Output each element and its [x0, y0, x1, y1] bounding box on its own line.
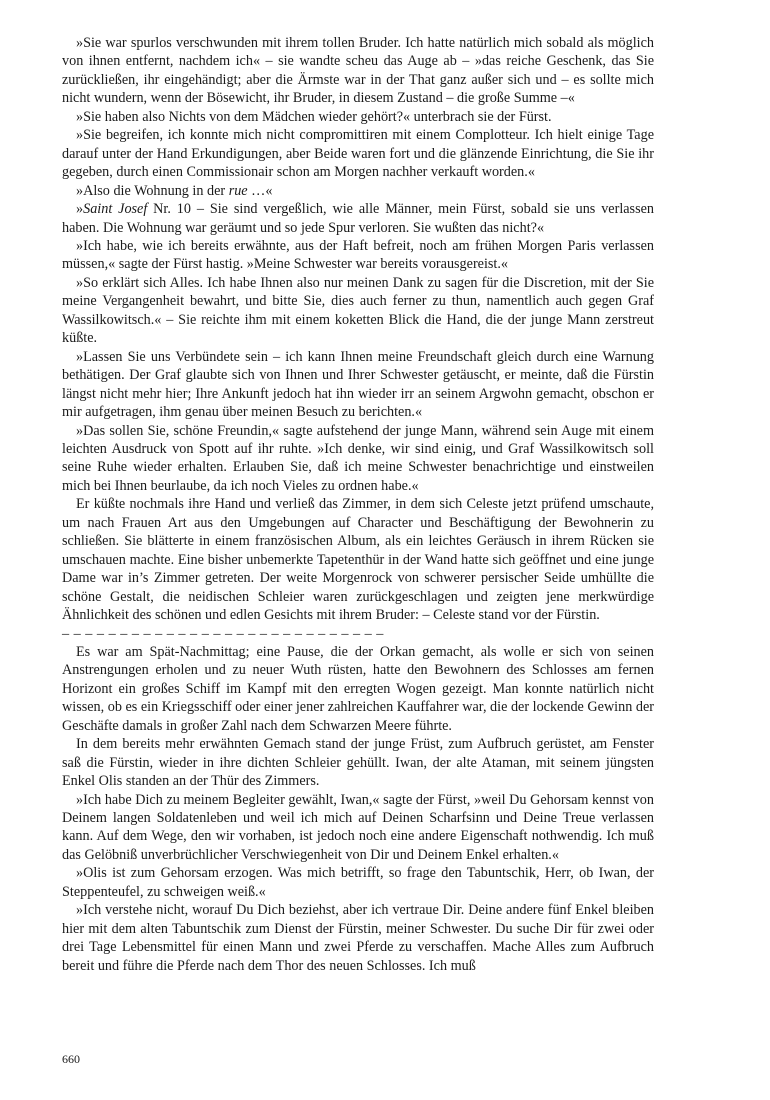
- paragraph: [62, 348, 654, 422]
- paragraph: [62, 108, 654, 126]
- paragraph: [62, 182, 654, 200]
- page-number: 660: [62, 1052, 80, 1066]
- text-run: »Das sollen Sie, schöne Freundin,« sagte aufstehend der junge Mann, während sein Auge mit einem leichten Ausdruck von Spott auf ihr ruhte. »Ich denke, wir sind einig, und Graf Wassilkowitsch soll seine Ruhe wieder erhalten. Erlauben Sie, daß ich meine Schwester benachrichtige und einstweilen mich bei Ihnen beurlaube, da ich noch Vieles zu ordnen habe.«: [62, 422, 654, 494]
- text-run: »Sie war spurlos verschwunden mit ihrem tollen Bruder. Ich hatte natürlich mich sobald als möglich von ihnen entfernt, nachdem ich« – sie wandte scheu das Auge ab – »das reiche Geschenk, das Sie zurückließen, ihr eingehändigt; aber die Ärmste war in der That ganz außer sich und – es sollte mich nicht wundern, wenn der Bösewicht, ihr Bruder, in diesem Zustand – die große Summe –«: [62, 35, 654, 107]
- paragraph: [62, 901, 654, 975]
- text-run: »Ich habe, wie ich bereits erwähnte, aus der Haft befreit, noch am frühen Morgen Paris verlassen müssen,« sagte der Fürst hastig. »Meine Schwester war bereits vorausgereist.«: [62, 237, 654, 273]
- text-run: »So erklärt sich Alles. Ich habe Ihnen also nur meinen Dank zu sagen für die Discretion, mit der Sie meine Vergangenheit bewahrt, und bitte Sie, dies auch ferner zu thun, namentlich auch gegen Graf Wassilkowitsch.« – Sie reichte ihm mit einem koketten Blick die Hand, die der junge Mann zerstreut küßte.: [62, 274, 654, 347]
- text-run: Nr. 10 – Sie sind vergeßlich, wie alle Männer, mein Fürst, sobald sie uns verlassen haben. Die Wohnung war geräumt und so jede Spur verloren. Sie wußten das nicht?«: [62, 201, 654, 236]
- italic-text: Saint Josef: [83, 201, 148, 218]
- text-run: Er küßte nochmals ihre Hand und verließ das Zimmer, in dem sich Celeste jetzt prüfend umschaute, um nach Frauen Art aus den Umgebungen auf Character und Beschäftigung der Bewohnerin zu schließen. Sie blätterte in einem französischen Album, als ein leichtes Geräusch in ihrem Rücken sie umschauen machte. Eine bisher unbemerkte Tapetenthür in der Wand hatte sich geöffnet und eine junge Dame war in’s Zimmer getreten. Der weite Morgenrock von schwerer persischer Seide umhüllte die schöne Gestalt, die neidischen Schleier waren zurückgeschlagen und zeigten jene merkwürdige Ähnlichkeit des schönen und edlen Gesichts mit ihrem Bruder: – Celeste stand vor der Fürstin.: [62, 496, 654, 624]
- section-separator: [62, 625, 654, 643]
- text-run: …«: [247, 182, 273, 199]
- text-run: »Also die Wohnung in der: [76, 182, 229, 199]
- text-run: »Ich verstehe nicht, worauf Du Dich beziehst, aber ich vertraue Dir. Deine andere fünf Enkel bleiben hier mit dem alten Tabuntschik zum Dienst der Fürstin, meiner Schwester. Du suche Dir für zwei oder drei Tage Lebensmittel für einen Mann und zwei Pferde zu verschaffen. Mache Alles zum Aufbruch bereit und führe die Pferde nach dem Thor des neuen Schlosses. Ich muß: [62, 902, 654, 974]
- paragraph: [62, 643, 654, 735]
- text-run: »Ich habe Dich zu meinem Begleiter gewählt, Iwan,« sagte der Fürst, »weil Du Gehorsam kennst von Deinem langen Soldatenleben und weil ich mich auf Deinen Scharfsinn und Deine Treue verlassen kann. Auf dem Wege, den wir vorhaben, ist jedoch noch eine andere Eigenschaft nothwendig. Ich muß das Gelöbniß unverbrüchlicher Verschwiegenheit von Dir und Deinem Enkel erhalten.«: [62, 791, 654, 863]
- paragraph: [62, 237, 654, 274]
- paragraph: [62, 422, 654, 496]
- text-run: »Sie haben also Nichts von dem Mädchen wieder gehört?« unterbrach sie der Fürst.: [76, 108, 552, 125]
- text-run: »: [76, 201, 84, 218]
- paragraph: [62, 274, 654, 348]
- text-run: »Sie begreifen, ich konnte mich nicht compromittiren mit einem Complotteur. Ich hielt einige Tage darauf unter der Hand Erkundigungen, aber Beide waren fort und die glänzende Einrichtung, die Sie ihr gegeben, durch einen Commissionair schon am Morgen nachher verkauft worden.«: [62, 127, 654, 181]
- text-run: »Lassen Sie uns Verbündete sein – ich kann Ihnen meine Freundschaft gleich durch eine Warnung bethätigen. Der Graf glaubte sich von Ihnen und Ihrer Schwester getäuscht, er meinte, daß die Fürstin längst nicht mehr hier; Ihre Ankunft jedoch hat ihn wieder irr an seinem Argwohn gemacht, obschon er mir aufgetragen, ihm genau über meinen Besuch zu berichten.«: [62, 348, 654, 421]
- paragraph: [62, 126, 654, 181]
- text-run: »Olis ist zum Gehorsam erzogen. Was mich betrifft, so frage den Tabuntschik, Herr, ob Iwan, der Steppenteufel, zu schweigen weiß.«: [62, 865, 654, 900]
- paragraph: [62, 495, 654, 624]
- text-run: Es war am Spät-Nachmittag; eine Pause, die der Orkan gemacht, als wolle er sich von seinen Anstrengungen erholen und zu neuer Wuth rüsten, hatte den Bewohnern des Schlosses am fernen Horizont ein großes Schiff im Kampf mit den erregten Wogen gezeigt. Man konnte natürlich nicht wissen, ob es ein Kriegsschiff oder einer jener zahlreichen Kauffahrer war, die der lockende Gewinn der Geschäfte damals in großer Zahl nach dem Schwarzen Meere führte.: [62, 643, 654, 734]
- paragraph: [62, 735, 654, 790]
- text-run: In dem bereits mehr erwähnten Gemach stand der junge Früst, zum Aufbruch gerüstet, am Fenster saß die Fürstin, wieder in ihre dichten Schleier gehüllt. Iwan, der alte Ataman, mit seinem jüngsten Enkel Olis standen an der Thür des Zimmers.: [62, 736, 654, 790]
- text-run: – – – – – – – – – – – – – – – – – – – – – – – – – – – –: [62, 625, 384, 642]
- paragraph: [62, 34, 654, 108]
- paragraph: [62, 864, 654, 901]
- italic-text: rue: [228, 182, 248, 199]
- paragraph: [62, 200, 654, 237]
- page-body: [62, 34, 654, 975]
- paragraph: [62, 791, 654, 865]
